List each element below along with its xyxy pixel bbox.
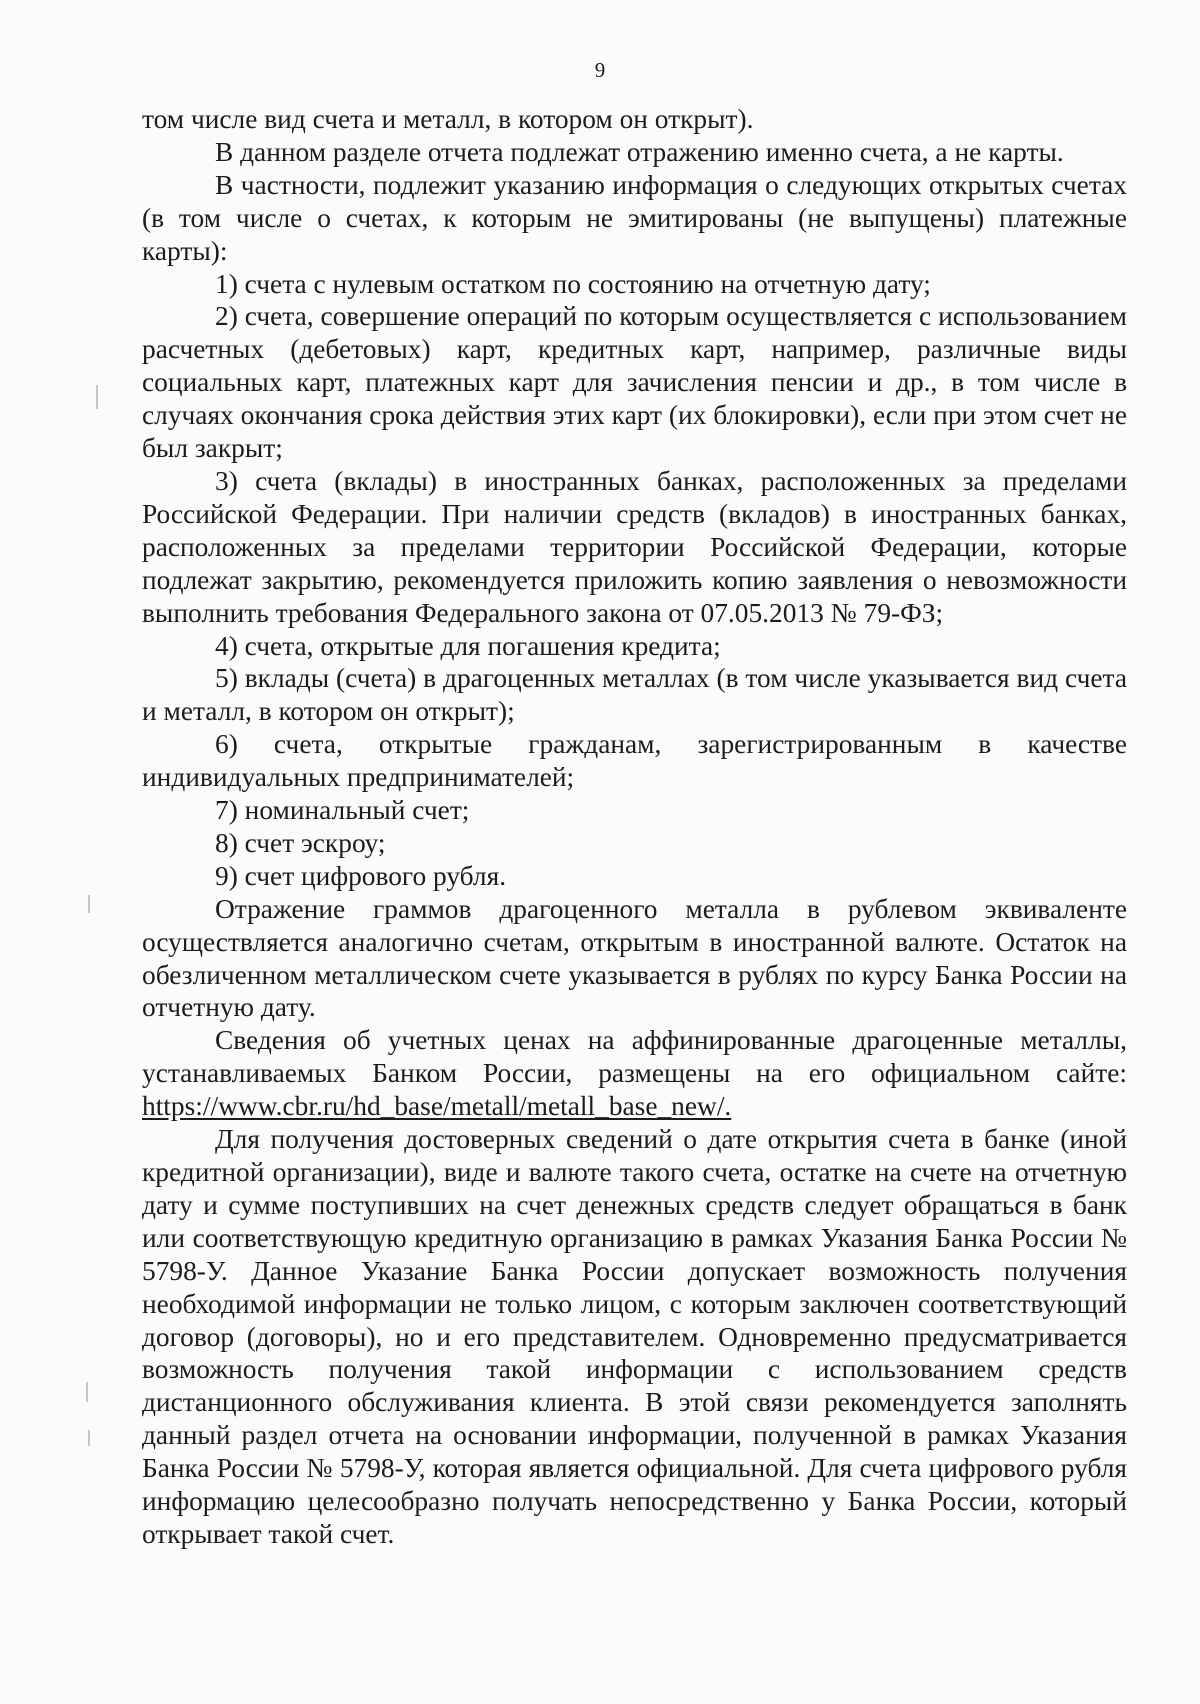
list-item-8: 8) счет эскроу; [215,827,386,858]
list-item-6: 6) счета, открытые гражданам, зарегистрированным в качестве индивидуальных предпринимателей; [142,729,1127,793]
list-item-1: 1) счета с нулевым остатком по состоянию на отчетную дату; [215,268,931,299]
document-body [142,103,1127,1551]
list-item-9: 9) счет цифрового рубля. [215,860,507,891]
scan-margin-mark [86,1382,88,1402]
scan-margin-mark [96,385,98,409]
paragraph-bank-information: Для получения достоверных сведений о дате открытия счета в банке (иной кредитной организации), виде и валюте такого счета, остатке на счете на отчетную дату и сумме поступивших на счет денежных средств следует обращаться в банк или соответствующую кредитную организацию в рамках Указания Банка России № 5798-У. Данное Указание Банка России допускает возможность получения необходимой информации не только лицом, с которым заключен соответствующий договор (договоры), но и его представителем. Одновременно предусматривается возможность получения такой информации с использованием средств дистанционного обслуживания клиента. В этой связи рекомендуется заполнять данный раздел отчета на основании информации, полученной в рамках Указания Банка России № 5798-У, которая является официальной. Для счета цифрового рубля информацию целесообразно получать непосредственно у Банка России, который открывает такой счет. [142,1124,1127,1549]
list-item-4: 4) счета, открытые для погашения кредита; [215,630,721,661]
list-item-7: 7) номинальный счет; [215,795,470,826]
list-item-5: 5) вклады (счета) в драгоценных металлах (в том числе указывается вид счета и металл, в котором он открыт); [142,663,1127,727]
paragraph-accounting-prices [142,1024,1127,1123]
scan-margin-mark [88,895,90,913]
paragraph-accounts-not-cards: В данном разделе отчета подлежат отражению именно счета, а не карты. [215,136,1064,167]
paragraph-open-accounts-intro: В частности, подлежит указанию информация о следующих открытых счетах (в том числе о счетах, к которым не эмитированы (не выпущены) платежные карты): [142,169,1127,266]
page-number: 9 [594,58,606,82]
accounting-prices-text: Сведения об учетных ценах на аффинированные драгоценные металлы, устанавливаемых Банком России, размещены на его официальном сайте: [142,1025,1127,1089]
paragraph-continuation: том числе вид счета и металл, в котором он открыт). [142,104,754,134]
list-item-2: 2) счета, совершение операций по которым осуществляется с использованием расчетных (дебетовых) карт, кредитных карт, например, различные виды социальных карт, платежных карт для зачисления пенсии и др., в том числе в случаях окончания срока действия этих карт (их блокировки), если при этом счет не был закрыт; [142,301,1127,464]
scan-margin-mark [88,1430,90,1446]
paragraph-precious-metal: Отражение граммов драгоценного металла в рублевом эквиваленте осуществляется аналогично счетам, открытым в иностранной валюте. Остаток на обезличенном металлическом счете указывается в рублях по курсу Банка России на отчетную дату. [142,893,1127,1023]
cbr-metal-prices-link[interactable]: https://www.cbr.ru/hd_base/metall/metall_base_new/. [142,1091,732,1122]
list-item-3: 3) счета (вклады) в иностранных банках, расположенных за пределами Российской Федерации. При наличии средств (вкладов) в иностранных банках, расположенных за пределами территории Российской Федерации, которые подлежат закрытию, рекомендуется приложить копию заявления о невозможности выполнить требования Федерального закона от 07.05.2013 № 79-ФЗ; [142,465,1127,628]
